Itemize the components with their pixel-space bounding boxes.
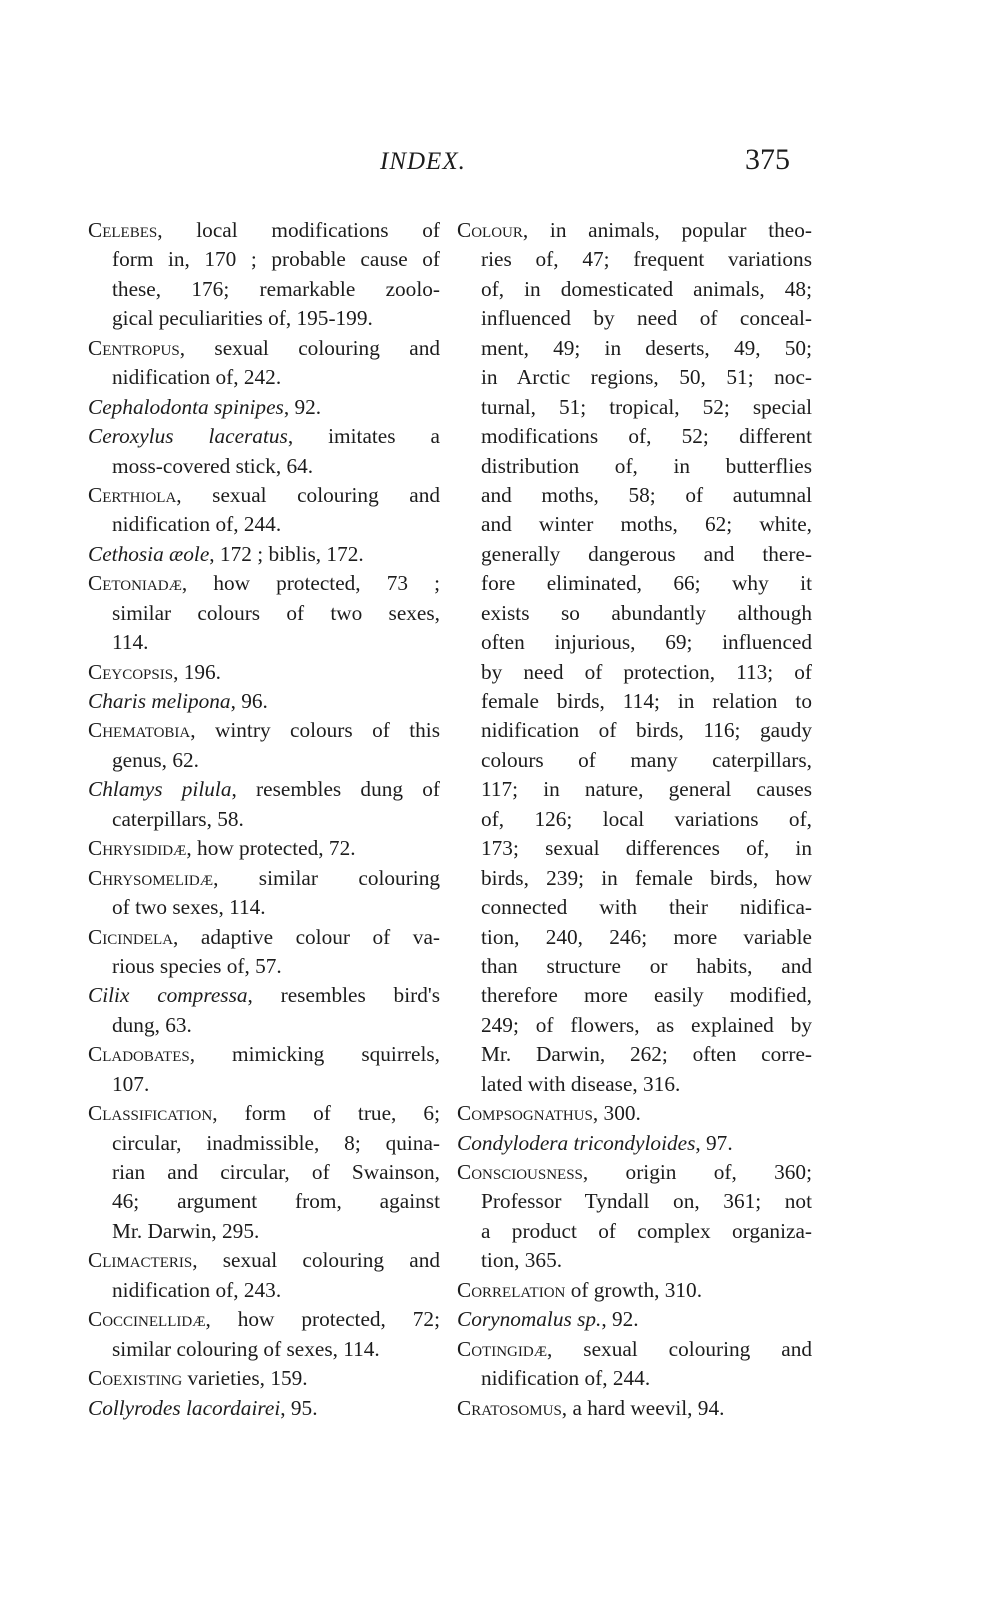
- entry-heading: Correlation: [457, 1277, 566, 1302]
- entry-text: , 300.: [592, 1101, 641, 1126]
- entry-line: [457, 1246, 812, 1275]
- page-number: 375: [745, 143, 790, 176]
- entry-line: [88, 1158, 440, 1187]
- entry-text: female birds, 114; in relation to: [481, 689, 812, 713]
- entry-line: [457, 1040, 812, 1069]
- entry-line: [88, 569, 440, 598]
- entry-text: , 172 ; biblis, 172.: [209, 541, 364, 566]
- entry-text: nidification of birds, 116; gaudy: [481, 718, 812, 743]
- entry-text: , 97.: [695, 1130, 733, 1155]
- entry-line: [88, 481, 440, 510]
- entry-text: exists so abundantly although: [481, 600, 812, 625]
- index-column-right: [457, 216, 812, 1423]
- index-entry: [457, 1129, 812, 1158]
- entry-line: [457, 1158, 812, 1187]
- entry-text: , sexual colouring and: [179, 335, 440, 360]
- entry-line: [457, 775, 812, 804]
- entry-line: [457, 716, 812, 745]
- entry-line: [88, 245, 440, 274]
- entry-text: genus, 62.: [112, 747, 199, 772]
- entry-line: [88, 599, 440, 628]
- entry-text: gical peculiarities of, 195-199.: [112, 306, 373, 331]
- entry-line: [457, 923, 812, 952]
- index-entry: [88, 393, 440, 422]
- entry-line: [457, 540, 812, 569]
- entry-heading: Chlamys pilula: [88, 777, 232, 802]
- entry-text: , 92.: [283, 394, 322, 419]
- entry-text: Mr. Darwin, 262; often corre-: [481, 1042, 812, 1067]
- entry-text: varieties, 159.: [182, 1366, 308, 1391]
- entry-line: [88, 1099, 440, 1128]
- index-entry: [88, 923, 440, 982]
- entry-text: dung, 63.: [112, 1012, 192, 1037]
- index-entry: [457, 1276, 812, 1305]
- entry-heading: Consciousness: [457, 1160, 583, 1184]
- entry-line: [457, 746, 812, 775]
- entry-text: 173; sexual differences of, in: [481, 836, 812, 861]
- entry-line: [88, 1276, 440, 1305]
- entry-line: [88, 864, 440, 893]
- entry-line: [88, 834, 440, 863]
- entry-line: [457, 599, 812, 628]
- index-entry: [88, 569, 440, 657]
- entry-text: similar colours of two sexes,: [112, 600, 440, 625]
- entry-text: , 92.: [601, 1307, 639, 1332]
- entry-heading: Chrysomelidæ: [88, 865, 214, 890]
- entry-line: [88, 981, 440, 1010]
- entry-heading: Cetoniadæ: [88, 571, 182, 596]
- entry-text: , 96.: [230, 689, 268, 713]
- entry-line: [88, 1364, 440, 1393]
- entry-line: [88, 510, 440, 539]
- index-entry: [457, 1335, 812, 1394]
- entry-heading: Celebes: [88, 218, 158, 242]
- entry-line: [88, 1040, 440, 1069]
- entry-line: [457, 805, 812, 834]
- entry-line: [457, 510, 812, 539]
- entry-heading: Condylodera tricondyloides: [457, 1130, 696, 1155]
- index-entry: [88, 981, 440, 1040]
- entry-heading: Collyrodes lacordairei: [88, 1395, 281, 1420]
- index-entry: [88, 334, 440, 393]
- entry-text: of two sexes, 114.: [112, 895, 266, 920]
- index-entry: [88, 1305, 440, 1364]
- entry-text: nidification of, 242.: [112, 365, 282, 390]
- entry-line: [457, 1276, 812, 1305]
- entry-line: [457, 452, 812, 481]
- entry-text: fore eliminated, 66; why it: [481, 571, 812, 596]
- entry-line: [88, 304, 440, 333]
- entry-line: [88, 746, 440, 775]
- entry-text: by need of protection, 113; of: [481, 659, 812, 684]
- entry-text: , mimicking squirrels,: [189, 1042, 440, 1067]
- entry-line: [88, 540, 440, 569]
- entry-line: [457, 1187, 812, 1216]
- entry-line: [88, 805, 440, 834]
- entry-text: distribution of, in butterflies: [481, 453, 812, 478]
- entry-line: [88, 658, 440, 687]
- entry-text: in Arctic regions, 50, 51; noc-: [481, 365, 812, 390]
- entry-line: [457, 1394, 812, 1423]
- entry-text: therefore more easily modified,: [481, 983, 812, 1008]
- entry-line: [88, 716, 440, 745]
- entry-line: [88, 363, 440, 392]
- entry-line: [88, 628, 440, 657]
- entry-line: [457, 1099, 812, 1128]
- entry-text: , how protected, 72.: [186, 836, 356, 861]
- entry-line: [88, 687, 440, 716]
- entry-line: [88, 1070, 440, 1099]
- entry-line: [457, 245, 812, 274]
- entry-line: [88, 923, 440, 952]
- entry-line: [457, 893, 812, 922]
- index-entry: [88, 716, 440, 775]
- entry-line: [457, 834, 812, 863]
- entry-text: nidification of, 244.: [112, 512, 282, 537]
- entry-text: turnal, 51; tropical, 52; special: [481, 394, 812, 419]
- index-entry: [88, 834, 440, 863]
- entry-text: rian and circular, of Swainson,: [112, 1160, 440, 1184]
- entry-text: rious species of, 57.: [112, 953, 282, 978]
- index-column-left: [88, 216, 440, 1423]
- entry-line: [457, 569, 812, 598]
- entry-line: [88, 452, 440, 481]
- entry-line: [88, 275, 440, 304]
- index-entry: [88, 775, 440, 834]
- index-entry: [88, 864, 440, 923]
- entry-line: [88, 1217, 440, 1246]
- entry-heading: Classification: [88, 1101, 213, 1126]
- entry-text: , adaptive colour of va-: [173, 924, 440, 949]
- entry-heading: Cotingidæ: [457, 1336, 548, 1361]
- entry-text: , resembles dung of: [231, 777, 441, 802]
- index-entry: [88, 422, 440, 481]
- entry-heading: Coccinellidæ: [88, 1307, 206, 1332]
- index-entry: [457, 1099, 812, 1128]
- entry-heading: Cephalodonta spinipes: [88, 394, 284, 419]
- entry-text: , sexual colouring and: [192, 1248, 440, 1273]
- entry-line: [457, 1011, 812, 1040]
- entry-heading: Ceroxylus laceratus: [88, 424, 288, 449]
- entry-line: [88, 1394, 440, 1423]
- index-entry: [88, 1246, 440, 1305]
- entry-line: [88, 393, 440, 422]
- entry-line: [88, 334, 440, 363]
- entry-text: Professor Tyndall on, 361; not: [481, 1189, 812, 1214]
- entry-line: [457, 1305, 812, 1334]
- entry-text: , 196.: [173, 659, 221, 684]
- entry-line: [457, 481, 812, 510]
- entry-line: [457, 1335, 812, 1364]
- entry-text: , 95.: [280, 1395, 318, 1420]
- entry-text: , local modifications of: [157, 218, 440, 242]
- index-entry: [457, 1158, 812, 1276]
- entry-line: [457, 981, 812, 1010]
- entry-heading: Certhiola: [88, 482, 177, 507]
- index-entry: [88, 1040, 440, 1099]
- entry-line: [457, 1129, 812, 1158]
- entry-line: [88, 1011, 440, 1040]
- index-entry: [88, 658, 440, 687]
- entry-text: tion, 365.: [481, 1248, 563, 1273]
- entry-text: , imitates a: [287, 424, 440, 449]
- entry-line: [457, 864, 812, 893]
- entry-text: 249; of flowers, as explained by: [481, 1012, 812, 1037]
- entry-text: 46; argument from, against: [112, 1189, 440, 1214]
- entry-line: [457, 687, 812, 716]
- entry-text: , sexual colouring and: [176, 482, 440, 507]
- entry-heading: Coexisting: [88, 1366, 183, 1391]
- entry-line: [457, 275, 812, 304]
- entry-text: similar colouring of sexes, 114.: [112, 1336, 380, 1361]
- entry-text: , form of true, 6;: [212, 1101, 440, 1126]
- entry-text: 117; in nature, general causes: [481, 777, 812, 802]
- entry-heading: Ceycopsis: [88, 659, 174, 684]
- entry-line: [88, 1305, 440, 1334]
- entry-line: [88, 952, 440, 981]
- index-entry: [88, 216, 440, 334]
- entry-text: 107.: [112, 1071, 150, 1096]
- entry-text: , in animals, popular theo-: [522, 218, 812, 242]
- entry-text: , sexual colouring and: [547, 1336, 812, 1361]
- entry-heading: Climacteris: [88, 1248, 193, 1273]
- entry-text: these, 176; remarkable zoolo-: [112, 276, 440, 301]
- index-entry: [88, 1099, 440, 1246]
- entry-text: ries of, 47; frequent variations: [481, 247, 812, 272]
- entry-line: [457, 658, 812, 687]
- index-entry: [88, 1364, 440, 1393]
- running-title: INDEX.: [380, 148, 466, 175]
- entry-text: , wintry colours of this: [190, 718, 440, 743]
- entry-text: , similar colouring: [213, 865, 440, 890]
- entry-text: modifications of, 52; different: [481, 424, 812, 449]
- entry-text: moss-covered stick, 64.: [112, 453, 314, 478]
- index-entry: [457, 216, 812, 1099]
- entry-text: tion, 240, 246; more variable: [481, 924, 812, 949]
- entry-heading: Cratosomus: [457, 1395, 562, 1420]
- entry-heading: Charis melipona: [88, 689, 231, 713]
- entry-text: of, 126; local variations of,: [481, 806, 812, 831]
- entry-heading: Compsognathus: [457, 1101, 593, 1126]
- entry-heading: Chematobia: [88, 718, 191, 743]
- entry-text: birds, 239; in female birds, how: [481, 865, 812, 890]
- entry-heading: Cladobates: [88, 1042, 190, 1067]
- entry-text: form in, 170 ; probable cause of: [112, 247, 440, 272]
- entry-line: [457, 1364, 812, 1393]
- entry-line: [457, 952, 812, 981]
- entry-text: caterpillars, 58.: [112, 806, 244, 831]
- index-entry: [88, 687, 440, 716]
- entry-text: ment, 49; in deserts, 49, 50;: [481, 335, 812, 360]
- entry-line: [88, 1246, 440, 1275]
- index-entry: [88, 481, 440, 540]
- entry-line: [88, 422, 440, 451]
- entry-line: [457, 628, 812, 657]
- entry-text: a product of complex organiza-: [481, 1218, 812, 1243]
- entry-text: often injurious, 69; influenced: [481, 630, 812, 655]
- entry-text: nidification of, 243.: [112, 1277, 282, 1302]
- entry-text: than structure or habits, and: [481, 953, 812, 978]
- entry-text: connected with their nidifica-: [481, 895, 812, 920]
- entry-text: , a hard weevil, 94.: [561, 1395, 725, 1420]
- entry-text: colours of many caterpillars,: [481, 747, 812, 772]
- entry-text: , how protected, 73 ;: [181, 571, 440, 596]
- entry-text: influenced by need of conceal-: [481, 306, 812, 331]
- entry-line: [457, 1217, 812, 1246]
- entry-text: nidification of, 244.: [481, 1366, 651, 1391]
- entry-text: circular, inadmissible, 8; quina-: [112, 1130, 440, 1155]
- entry-text: generally dangerous and there-: [481, 541, 812, 566]
- entry-line: [88, 1187, 440, 1216]
- entry-heading: Corynomalus sp.: [457, 1307, 602, 1332]
- entry-text: and winter moths, 62; white,: [481, 512, 812, 537]
- entry-heading: Cicindela: [88, 924, 174, 949]
- entry-line: [88, 1335, 440, 1364]
- entry-heading: Chrysididæ: [88, 836, 187, 861]
- entry-heading: Cilix compressa: [88, 983, 248, 1008]
- entry-text: of growth, 310.: [565, 1277, 703, 1302]
- entry-text: , resembles bird's: [247, 983, 440, 1008]
- entry-text: , how protected, 72;: [205, 1307, 440, 1332]
- entry-text: 114.: [112, 630, 149, 655]
- entry-text: , origin of, 360;: [582, 1160, 812, 1184]
- entry-line: [457, 1070, 812, 1099]
- index-entry: [88, 1394, 440, 1423]
- entry-line: [88, 1129, 440, 1158]
- entry-line: [457, 304, 812, 333]
- entry-line: [457, 216, 812, 245]
- entry-text: lated with disease, 316.: [481, 1071, 681, 1096]
- entry-text: and moths, 58; of autumnal: [481, 482, 812, 507]
- entry-line: [457, 334, 812, 363]
- entry-line: [88, 775, 440, 804]
- entry-line: [457, 363, 812, 392]
- entry-line: [88, 216, 440, 245]
- entry-heading: Colour: [457, 218, 523, 242]
- entry-text: Mr. Darwin, 295.: [112, 1218, 260, 1243]
- index-entry: [88, 540, 440, 569]
- entry-line: [457, 393, 812, 422]
- entry-line: [88, 893, 440, 922]
- entry-line: [457, 422, 812, 451]
- entry-heading: Cethosia æole: [88, 541, 210, 566]
- index-entry: [457, 1394, 812, 1423]
- entry-heading: Centropus: [88, 335, 180, 360]
- entry-text: of, in domesticated animals, 48;: [481, 276, 812, 301]
- index-entry: [457, 1305, 812, 1334]
